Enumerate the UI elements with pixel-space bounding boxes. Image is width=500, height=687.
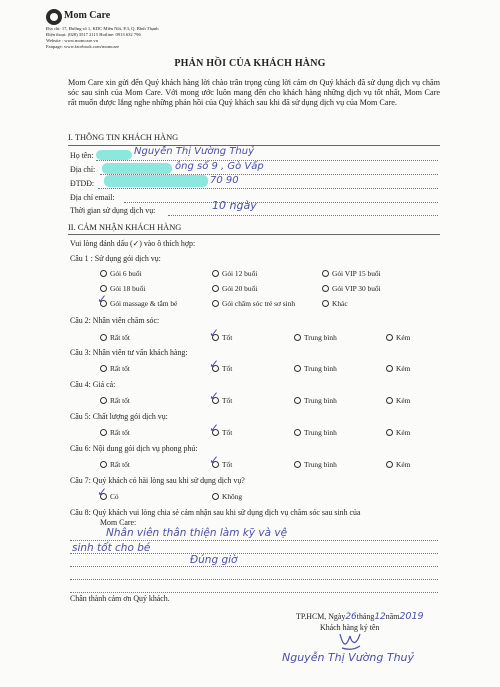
radio-circle-icon [100, 365, 107, 372]
radio-circle-icon [294, 461, 301, 468]
q4-label: Câu 4: Giá cả: [70, 380, 116, 389]
radio-circle-icon [386, 365, 393, 372]
q1-option-newborn[interactable]: Gói chăm sóc trẻ sơ sinh [212, 299, 295, 308]
q6-option-average[interactable]: Trung bình [294, 460, 337, 469]
section2-heading: II. CẢM NHẬN KHÁCH HÀNG [68, 223, 182, 232]
q8-answer-text-1[interactable]: Nhân viên thân thiện làm kỹ và vệ [106, 527, 288, 539]
radio-circle-icon [322, 285, 329, 292]
q1-option-20[interactable]: Gói 20 buổi [212, 284, 257, 293]
q3-option-good[interactable]: Tốt [212, 364, 232, 373]
field-label-duration: Thời gian sử dụng dịch vụ: [70, 206, 156, 215]
header-address: Địa chỉ: 17, Đường số 1, KDC Miền Nối, P.3, Q. Bình Thạnh [46, 26, 159, 31]
sign-date: TP.HCM, Ngày26tháng12năm2019 [296, 611, 424, 622]
q6-option-good[interactable]: Tốt [212, 460, 232, 469]
checkmark-icon: ✓ [209, 389, 220, 403]
q3-option-poor[interactable]: Kém [386, 364, 410, 373]
intro-paragraph: Mom Care xin gửi đến Quý khách hàng lời chào trân trọng cùng lời cảm ơn Quý khách đã sử dụng dịch vụ chăm sóc sau sinh của Mom Care. Với mong ước luôn mang đến cho khách hàng những dịch vụ tốt nhất, Mom Care rất muốn được lắng nghe những phản hồi của Quý khách sau khi đã sử dụng dịch vụ của Mom Care. [68, 78, 440, 108]
checkmark-icon: ✓ [209, 453, 220, 467]
q2-option-poor[interactable]: Kém [386, 333, 410, 342]
q4-option-average[interactable]: Trung bình [294, 396, 337, 405]
radio-circle-icon [100, 285, 107, 292]
q1-option-vip15[interactable]: Gói VIP 15 buổi [322, 269, 381, 278]
radio-circle-icon [386, 461, 393, 468]
q8-answer-line [70, 540, 438, 541]
q5-label: Câu 5: Chất lượng gói dịch vụ: [70, 412, 168, 421]
q6-option-poor[interactable]: Kém [386, 460, 410, 469]
q1-option-massage[interactable]: Gói massage & tắm bé [100, 299, 177, 308]
field-value-phone[interactable]: 70 90 [210, 175, 239, 186]
q8-answer-text-3[interactable]: Đúng giờ [190, 554, 238, 566]
q7-option-yes[interactable]: Có [100, 492, 119, 501]
q6-option-very-good[interactable]: Rất tốt [100, 460, 130, 469]
radio-circle-icon [100, 429, 107, 436]
q2-option-average[interactable]: Trung bình [294, 333, 337, 342]
checkmark-icon: ✓ [209, 326, 220, 340]
field-value-duration[interactable]: 10 ngày [212, 199, 257, 212]
field-line-duration [168, 215, 438, 216]
q3-option-average[interactable]: Trung bình [294, 364, 337, 373]
q4-option-very-good[interactable]: Rất tốt [100, 396, 130, 405]
mom-care-logo-icon [46, 9, 62, 25]
checkmark-icon: ✓ [97, 485, 108, 499]
q1-option-18[interactable]: Gói 18 buổi [100, 284, 145, 293]
q3-label: Câu 3: Nhân viên tư vấn khách hàng: [70, 348, 188, 357]
signature-scribble-icon [336, 630, 366, 652]
q5-option-average[interactable]: Trung bình [294, 428, 337, 437]
q2-option-very-good[interactable]: Rất tốt [100, 333, 130, 342]
q2-label: Câu 2: Nhân viên chăm sóc: [70, 316, 160, 325]
q1-option-other[interactable]: Khác [322, 299, 348, 308]
radio-circle-icon [100, 461, 107, 468]
q7-option-no[interactable]: Không [212, 492, 242, 501]
radio-circle-icon [212, 285, 219, 292]
radio-circle-icon [212, 300, 219, 307]
radio-circle-icon [294, 429, 301, 436]
page-title: PHẢN HỒI CỦA KHÁCH HÀNG [174, 58, 326, 69]
q5-option-very-good[interactable]: Rất tốt [100, 428, 130, 437]
redaction-blot [96, 150, 132, 160]
section2-instruction: Vui lòng đánh dấu (✓) vào ô thích hợp: [70, 239, 196, 248]
q5-option-good[interactable]: Tốt [212, 428, 232, 437]
field-line-name [96, 160, 438, 161]
field-label-address: Địa chỉ: [70, 165, 96, 174]
q7-label: Câu 7: Quý khách có hài lòng sau khi sử dụng dịch vụ? [70, 476, 245, 485]
field-value-name[interactable]: Nguyễn Thị Vường Thuỷ [134, 146, 255, 157]
q1-label: Câu 1 : Sử dụng gói dịch vụ: [70, 254, 161, 263]
radio-circle-icon [386, 334, 393, 341]
radio-circle-icon [294, 334, 301, 341]
redaction-blot [104, 175, 208, 187]
section2-divider [68, 234, 440, 235]
field-value-address[interactable]: ông số 9 , Gò Vấp [175, 161, 264, 172]
q1-option-vip30[interactable]: Gói VIP 30 buổi [322, 284, 381, 293]
field-line-email [124, 202, 438, 203]
q4-option-poor[interactable]: Kém [386, 396, 410, 405]
q8-answer-line [70, 566, 438, 567]
radio-circle-icon [322, 300, 329, 307]
field-label-name: Họ tên: [70, 151, 94, 160]
q5-option-poor[interactable]: Kém [386, 428, 410, 437]
q4-option-good[interactable]: Tốt [212, 396, 232, 405]
q8-label-cont: Mom Care: [100, 518, 137, 527]
q2-option-good[interactable]: Tốt [212, 333, 232, 342]
q6-label: Câu 6: Nội dung gói dịch vụ phong phú: [70, 444, 198, 453]
radio-circle-icon [386, 397, 393, 404]
redaction-blot [102, 163, 172, 174]
radio-circle-icon [212, 493, 219, 500]
field-label-email: Địa chỉ email: [70, 193, 115, 202]
q1-option-12[interactable]: Gói 12 buổi [212, 269, 257, 278]
radio-circle-icon [322, 270, 329, 277]
q8-answer-line [70, 592, 438, 593]
radio-circle-icon [100, 397, 107, 404]
checkmark-icon: ✓ [209, 421, 220, 435]
q8-answer-text-2[interactable]: sinh tốt cho bé [72, 542, 151, 554]
radio-circle-icon [386, 429, 393, 436]
header-website: Website : www.momcare.vn [46, 38, 98, 43]
checkmark-icon: ✓ [209, 357, 220, 371]
radio-circle-icon [212, 270, 219, 277]
q3-option-very-good[interactable]: Rất tốt [100, 364, 130, 373]
radio-circle-icon [294, 365, 301, 372]
brand-name: Mom Care [64, 10, 111, 21]
field-line-phone [98, 188, 438, 189]
radio-circle-icon [100, 270, 107, 277]
header-fanpage: Fanpage: www.facebook.com/momcare [46, 44, 120, 49]
signer-name[interactable]: Nguyễn Thị Vường Thuỷ [282, 651, 415, 664]
closing-text: Chân thành cảm ơn Quý khách. [70, 594, 170, 603]
radio-circle-icon [294, 397, 301, 404]
checkmark-icon: ✓ [97, 292, 108, 306]
q8-answer-line [70, 579, 438, 580]
signer-label: Khách hàng ký tên [320, 623, 380, 632]
radio-circle-icon [100, 334, 107, 341]
section1-heading: I. THÔNG TIN KHÁCH HÀNG [68, 133, 179, 142]
q8-label: Câu 8: Quý khách vui lòng chia sẻ cảm nhận sau khi sử dụng dịch vụ chăm sóc sau sinh của [70, 508, 361, 517]
field-label-phone: ĐTDĐ: [70, 179, 95, 188]
q1-option-6[interactable]: Gói 6 buổi [100, 269, 142, 278]
header-phone: Điện thoại: (028) 3517 2115 Hotline: 0913 632 796 [46, 32, 141, 37]
